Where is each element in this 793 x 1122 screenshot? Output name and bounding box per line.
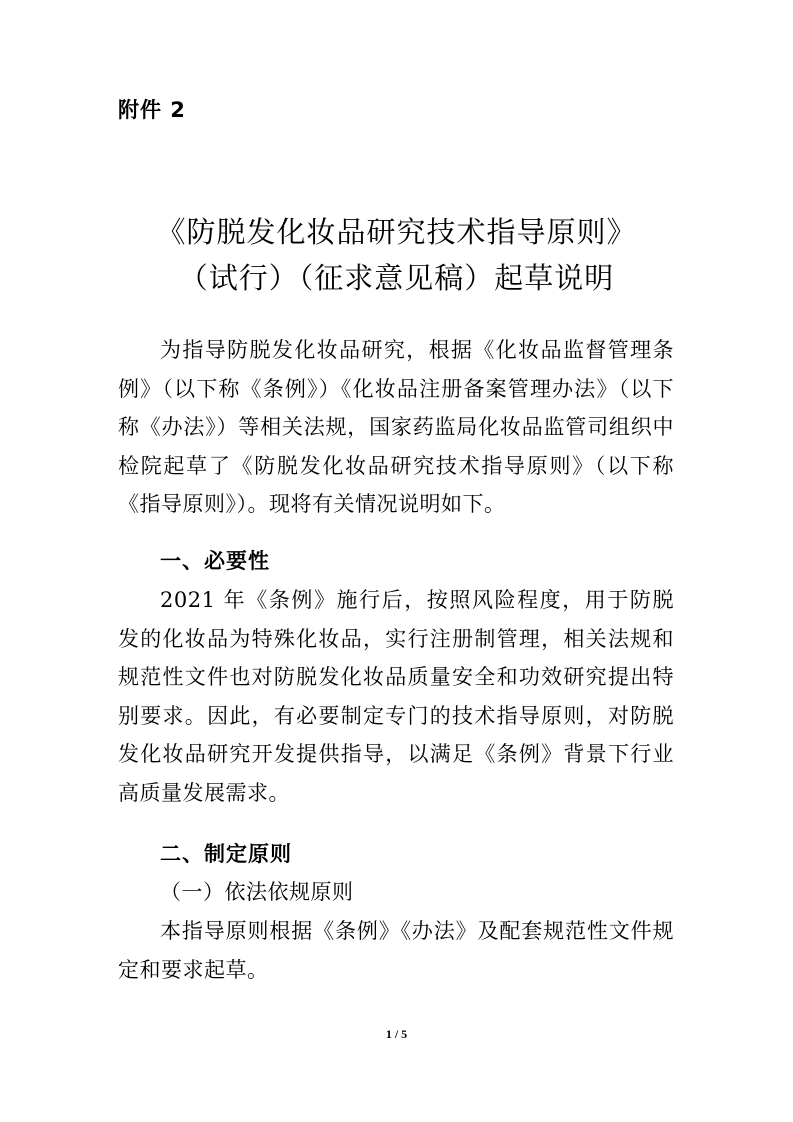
document-title-line2: （试行）（征求意见稿）起草说明 — [178, 261, 615, 295]
document-title-line1: 《防脱发化妆品研究技术指导原则》 — [156, 215, 637, 249]
section1-paragraph: 2021 年《条例》施行后，按照风险程度，用于防脱发的化妆品为特殊化妆品，实行注册制管理，相关法规和规范性文件也对防脱发化妆品质量安全和功效研究提出特别要求。因此，有必要制定专门的技术指导原则，对防脱发化妆品研究开发提供指导，以满足《条例》背景下行业高质量发展需求。 — [118, 588, 674, 805]
attachment-label: 附件 2 — [118, 98, 186, 122]
intro-paragraph: 为指导防脱发化妆品研究，根据《化妆品监督管理条例》（以下称《条例》）《化妆品注册备案管理办法》（以下称《办法》）等相关法规，国家药监局化妆品监管司组织中检院起草了《防脱发化妆品研究技术指导原则》（以下称《指导原则》）。现将有关情况说明如下。 — [118, 338, 674, 516]
section2-sub1-heading: （一）依法依规原则 — [160, 880, 354, 904]
page-number: 1 / 5 — [385, 1027, 408, 1041]
section1-heading: 一、必要性 — [160, 549, 270, 573]
section2-sub1-paragraph: 本指导原则根据《条例》《办法》及配套规范性文件规定和要求起草。 — [118, 919, 674, 982]
section2-heading: 二、制定原则 — [160, 842, 292, 866]
